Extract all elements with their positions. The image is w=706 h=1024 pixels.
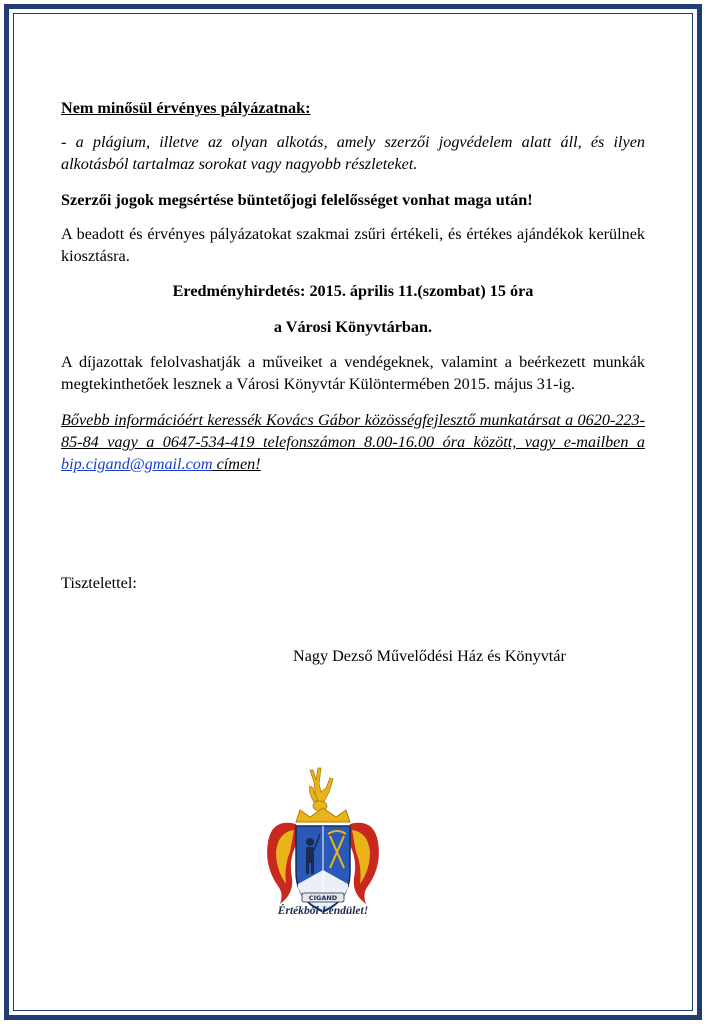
exhibition-paragraph: A díjazottak felolvashatják a műveiket a vendégeknek, valamint a beérkezett munkák megtekinthetőek lesznek a Városi Könyvtár Különtermében 2015. május 31-ig.	[61, 353, 645, 393]
jury-paragraph: A beadott és érvényes pályázatokat szakmai zsűri értékeli, és értékes ajándékok kerülnek kiosztásra.	[61, 225, 645, 265]
document-body	[61, 97, 645, 475]
heading-invalid-entries: Nem minősül érvényes pályázatnak:	[61, 99, 311, 117]
logo-motto: Értékből Lendület!	[277, 905, 369, 917]
exclusion-paragraph: - a plágium, illetve az olyan alkotás, amely szerzői jogvédelem alatt áll, és ilyen alkotásból tartalmaz sorokat vagy nagyobb részleteket.	[61, 133, 645, 173]
announcement-line-2: a Városi Könyvtárban.	[273, 318, 433, 336]
email-link[interactable]: bip.cigand@gmail.com	[61, 455, 213, 473]
coat-of-arms-logo	[258, 762, 388, 927]
greeting: Tisztelettel:	[61, 574, 137, 592]
copyright-warning: Szerzői jogok megsértése büntetőjogi felelősséget vonhat maga után!	[61, 191, 533, 209]
announcement-line-1: Eredményhirdetés: 2015. április 11.(szombat) 15 óra	[172, 282, 534, 300]
organization-signature: Nagy Dezső Művelődési Ház és Könyvtár	[293, 647, 566, 665]
info-text: Bővebb információért keressék Kovács Gábor közösségfejlesztő munkatársat a 0620-223-85-84 vagy a 0647-534-419 telefonszámon 8.00-16.00 óra között, vagy e-mailben a	[61, 411, 645, 451]
logo-banner-text: CIGAND	[308, 894, 338, 902]
deer-icon	[310, 768, 334, 811]
info-text-end: címen!	[212, 455, 261, 473]
info-paragraph	[61, 409, 645, 475]
